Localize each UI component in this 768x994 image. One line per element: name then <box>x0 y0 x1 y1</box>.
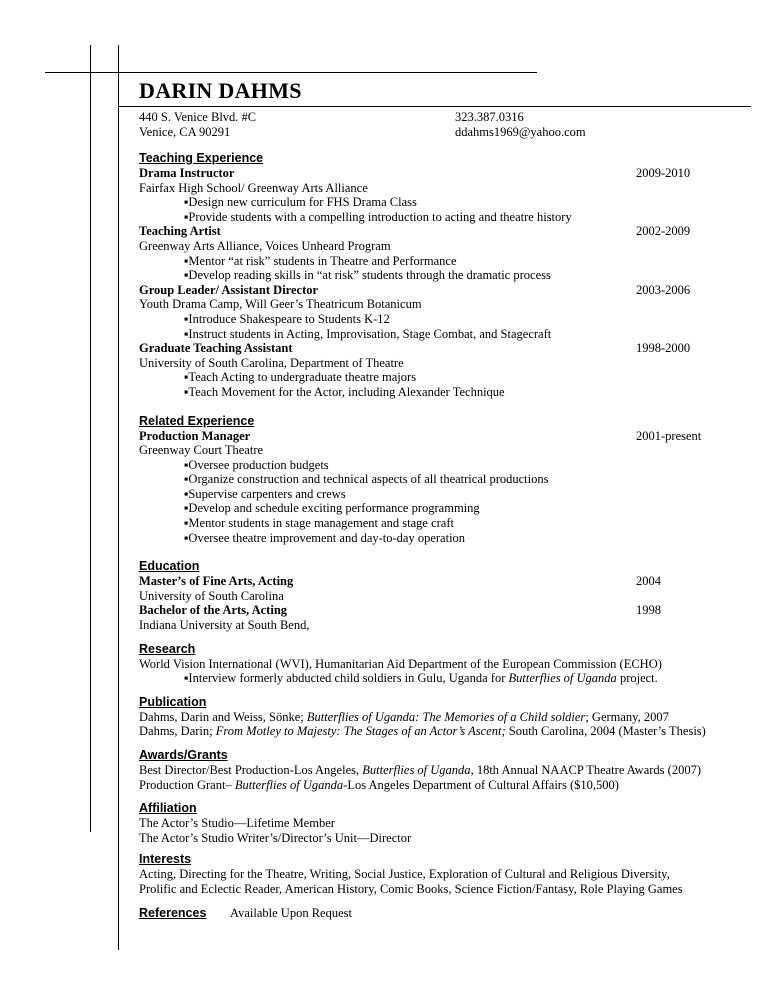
job-org: University of South Carolina, Department of Theatre <box>139 355 404 370</box>
publication-entry: Dahms, Darin; From Motley to Majesty: The Stages of an Actor’s Ascent; South Carolina, 2004 (Master’s Thesis) <box>139 724 706 739</box>
section-heading-research: Research <box>139 641 196 656</box>
job-bullet: ▪Supervise carpenters and crews <box>184 486 346 501</box>
job-years: 2003-2006 <box>636 282 691 297</box>
section-heading-awards: Awards/Grants <box>139 748 228 762</box>
section-heading-publication: Publication <box>139 694 207 709</box>
degree-name: Master’s of Fine Arts, Acting <box>139 574 294 589</box>
research-line: World Vision International (WVI), Humanitarian Aid Department of the European Commission (ECHO) <box>139 656 662 671</box>
email-address[interactable]: ddahms1969@yahoo.com <box>455 125 586 139</box>
left-rule-outer <box>90 45 91 832</box>
affiliation-entry: The Actor’s Studio Writer’s/Director’s Unit—Director <box>139 830 412 845</box>
degree-name: Bachelor of the Arts, Acting <box>139 603 288 618</box>
resume-body <box>139 150 729 921</box>
degree-school: University of South Carolina <box>139 588 284 603</box>
section-heading-references: References <box>139 905 207 920</box>
job-org: Greenway Court Theatre <box>139 443 264 458</box>
job-title: Group Leader/ Assistant Director <box>139 282 319 297</box>
job-bullet: ▪Mentor students in stage management and stage craft <box>184 516 454 531</box>
publication-entry: Dahms, Darin and Weiss, Sönke; Butterflies of Uganda: The Memories of a Child soldier; Germany, 2007 <box>139 709 669 724</box>
job-title: Teaching Artist <box>139 224 221 239</box>
job-years: 2001-present <box>636 428 702 443</box>
section-heading-affiliation: Affiliation <box>139 801 197 816</box>
job-header <box>139 166 729 181</box>
references-row <box>139 905 729 921</box>
degree-header <box>139 603 729 618</box>
applicant-name: DARIN DAHMS <box>139 78 302 103</box>
job-header <box>139 341 729 356</box>
job-bullet: ▪Oversee theatre improvement and day-to-day operation <box>184 530 466 545</box>
job-bullet: ▪Teach Acting to undergraduate theatre majors <box>184 370 417 385</box>
address-line-2: Venice, CA 90291 <box>139 125 231 139</box>
degree-year: 1998 <box>636 603 661 618</box>
section-heading-teaching: Teaching Experience <box>139 151 264 165</box>
degree-school: Indiana University at South Bend, <box>139 618 310 633</box>
job-header <box>139 224 729 239</box>
job-bullet: ▪Teach Movement for the Actor, including Alexander Technique <box>184 384 505 399</box>
job-bullet: ▪Organize construction and technical aspects of all theatrical productions <box>184 472 549 487</box>
section-heading-education: Education <box>139 559 200 574</box>
job-header <box>139 283 729 298</box>
job-bullet: ▪Oversee production budgets <box>184 457 329 472</box>
job-bullet: ▪Develop and schedule exciting performance programming <box>184 501 480 516</box>
job-bullet: ▪Instruct students in Acting, Improvisation, Stage Combat, and Stagecraft <box>184 326 552 341</box>
job-org: Youth Drama Camp, Will Geer’s Theatricum Botanicum <box>139 297 422 312</box>
left-rule-inner <box>118 45 119 950</box>
name-rule <box>118 106 751 107</box>
interests-text: Acting, Directing for the Theatre, Writing, Social Justice, Exploration of Cultural and Religious Diversity, Prolific and Eclectic Reader, American History, Comic Books, Science Fiction/Fantasy, Role Playing Games <box>139 867 683 896</box>
job-years: 1998-2000 <box>636 341 691 356</box>
job-title: Drama Instructor <box>139 166 235 180</box>
job-org: Fairfax High School/ Greenway Arts Alliance <box>139 180 368 195</box>
job-header <box>139 429 729 444</box>
top-rule <box>45 72 537 73</box>
degree-year: 2004 <box>636 574 661 589</box>
job-bullet: ▪Provide students with a compelling introduction to acting and theatre history <box>184 209 572 224</box>
section-heading-related: Related Experience <box>139 413 255 428</box>
job-title: Graduate Teaching Assistant <box>139 341 293 356</box>
address-line-1: 440 S. Venice Blvd. #C <box>139 110 257 124</box>
award-entry: Best Director/Best Production-Los Angeles, Butterflies of Uganda, 18th Annual NAACP Theatre Awards (2007) <box>139 763 701 777</box>
degree-header <box>139 574 729 589</box>
affiliation-entry: The Actor’s Studio—Lifetime Member <box>139 816 335 831</box>
job-org: Greenway Arts Alliance, Voices Unheard Program <box>139 238 391 253</box>
job-title: Production Manager <box>139 428 251 443</box>
phone-number: 323.387.0316 <box>455 110 524 124</box>
research-bullet: ▪Interview formerly abducted child soldiers in Gulu, Uganda for Butterflies of Uganda project. <box>184 671 658 686</box>
job-bullet: ▪Design new curriculum for FHS Drama Class <box>184 195 417 210</box>
job-years: 2002-2009 <box>636 224 691 239</box>
job-bullet: ▪Introduce Shakespeare to Students K-12 <box>184 311 390 326</box>
job-years: 2009-2010 <box>636 166 691 180</box>
section-heading-interests: Interests <box>139 852 192 867</box>
references-text: Available Upon Request <box>230 905 352 920</box>
job-bullet: ▪Mentor “at risk” students in Theatre and Performance <box>184 253 457 268</box>
award-entry: Production Grant– Butterflies of Uganda-Los Angeles Department of Cultural Affairs ($10,500) <box>139 777 619 792</box>
job-bullet: ▪Develop reading skills in “at risk” students through the dramatic process <box>184 268 551 283</box>
